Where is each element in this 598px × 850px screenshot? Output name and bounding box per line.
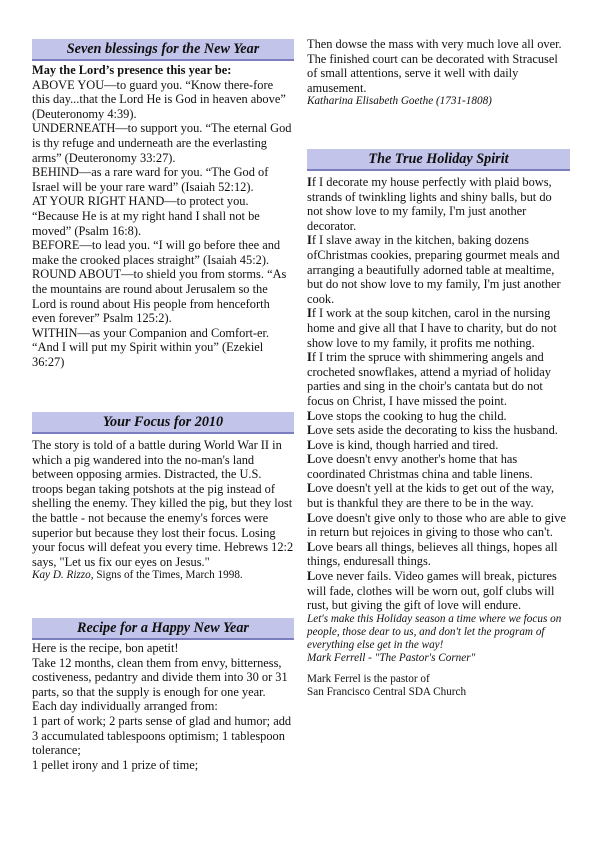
paragraph-text: ove doesn't give only to those who are able to give in return but rejoices in giving to those who can't. (307, 510, 566, 540)
holiday-paragraph (307, 569, 570, 613)
holiday-paragraph (307, 540, 570, 569)
holiday-paragraph (307, 452, 570, 481)
recipe-line: Then dowse the mass with very much love all over. (307, 37, 562, 51)
holiday-paragraph (307, 306, 570, 350)
lead-letter: L (307, 423, 316, 438)
blessings-article (32, 63, 294, 369)
blessing-item: BEHIND—as a rare ward for you. “The God of Israel will be your rare ward” (Isaiah 52:12). (32, 165, 269, 194)
lead-letter: L (307, 481, 316, 496)
paragraph-text: ove doesn't envy another's home that has coordinated Christmas china and table linens. (307, 452, 533, 481)
recipe-heading: Recipe for a Happy New Year (32, 618, 294, 640)
focus-body: The story is told of a battle during World War II in which a pig wandered into the no-man's land between opposing armies. Distracted, the U.S. troops began taking potshots at the pig instead of shelling the enemy. They killed the pig, but they lost the battle - not because the enemy's forces were superior but because they lost their focus. Losing your focus will defeat you every time. Hebrews 12:2 says, "Let us fix our eyes on Jesus." (32, 438, 294, 569)
recipe-line: 1 pellet irony and 1 prize of time; (32, 757, 199, 772)
holiday-paragraph (307, 175, 570, 233)
blessing-item: BEFORE—to lead you. “I will go before thee and make the crooked places straight” (Isaiah 45:2). (32, 238, 281, 267)
paragraph-text: ove stops the cooking to hug the child. (315, 408, 507, 423)
focus-article (32, 438, 294, 582)
focus-attribution-source: Signs of the Times, March 1998. (93, 569, 243, 582)
lead-letter: L (307, 510, 316, 525)
author-note-line1: Mark Ferrel is the pastor of (307, 672, 430, 685)
holiday-closing: Let's make this Holiday season a time where we focus on people, those dear to us, and don't let the program of everything else get in the way! (307, 612, 562, 651)
author-note-line2: San Francisco Central SDA Church (307, 685, 467, 698)
recipe-line: Each day individually arranged from: (32, 699, 218, 714)
lead-letter: I (307, 175, 312, 189)
lead-letter: L (307, 452, 316, 467)
blessing-item: ABOVE YOU—to guard you. “Know there-fore this day...that the Lord He is God in heaven above” (Deuteronomy 4:39). (32, 77, 286, 121)
holiday-paragraph (307, 409, 570, 424)
paragraph-text: ove bears all things, believes all things, hopes all things, enduresall things. (307, 539, 558, 569)
recipe-article (32, 641, 294, 772)
holiday-article (307, 175, 570, 699)
recipe-line: Take 12 months, clean them from envy, bitterness, costiveness, pedantry and divide them into 30 or 31 parts, so that the supply is enough for one year. (32, 655, 288, 699)
holiday-signature: Mark Ferrell - "The Pastor's Corner" (307, 651, 476, 664)
recipe-continued (307, 37, 570, 108)
holiday-paragraph (307, 481, 570, 510)
paragraph-text: f I slave away in the kitchen, baking dozens ofChristmas cookies, preparing gourmet meals and arranging a beautifully adorned table at mealtime, but do not show love to my family, I'm just another cook. (307, 233, 561, 306)
lead-letter: L (307, 569, 316, 584)
holiday-paragraph (307, 438, 570, 453)
lead-letter: L (307, 539, 316, 554)
recipe-line: The finished court can be decorated with Stracusel of small attentions, serve it well with daily amusement. (307, 51, 558, 95)
paragraph-text: f I work at the soup kitchen, carol in the nursing home and give all that I have to charity, but do not show love to my family, it profits me nothing. (307, 306, 557, 350)
lead-letter: I (307, 350, 312, 365)
holiday-heading: The True Holiday Spirit (307, 149, 570, 171)
lead-letter: I (307, 233, 312, 248)
blessings-intro: May the Lord’s presence this year be: (32, 63, 232, 77)
paragraph-text: ove is kind, though harried and tired. (315, 437, 499, 452)
paragraph-text: ove doesn't yell at the kids to get out of the way, but is thankful they are there to be in the way. (307, 481, 555, 511)
holiday-paragraph (307, 423, 570, 438)
paragraph-text: f I trim the spruce with shimmering angels and crocheted snowflakes, attend a myriad of holiday parties and sing in the choir's cantata but do not focus on Christ, I have missed the point. (307, 350, 551, 408)
focus-attribution-author: Kay D. Rizzo, (32, 569, 94, 582)
paragraph-text: f I decorate my house perfectly with plaid bows, strands of twinkling lights and shiny balls, but do not show love to my family, I'm just another decorator. (307, 175, 552, 233)
lead-letter: L (307, 437, 316, 452)
paragraph-text: ove never fails. Video games will break, pictures will fade, clothes will be worn out, golf clubs will rust, but giving the gift of love will endure. (307, 569, 557, 613)
blessings-heading: Seven blessings for the New Year (32, 39, 294, 61)
recipe-attribution: Katharina Elisabeth Goethe (1731-1808) (307, 95, 492, 108)
blessing-item: UNDERNEATH—to support you. “The eternal God is thy refuge and underneath are the everlasting arms” (Deuteronomy 33:27). (32, 121, 292, 165)
focus-heading: Your Focus for 2010 (32, 412, 294, 434)
holiday-paragraph (307, 350, 570, 408)
lead-letter: L (307, 408, 316, 423)
holiday-paragraph (307, 233, 570, 306)
recipe-line: Here is the recipe, bon apetit! (32, 641, 179, 655)
blessing-item: AT YOUR RIGHT HAND—to protect you. “Because He is at my right hand I shall not be moved” (Psalm 16:8). (32, 194, 260, 238)
blessing-item: WITHIN—as your Companion and Comfort-er. “And I will put my Spirit within you” (Ezekiel 36:27) (32, 325, 270, 369)
focus-attribution (32, 569, 294, 582)
blessing-item: ROUND ABOUT—to shield you from storms. “As the mountains are round about Jerusalem so the Lord is round about His people from henceforth even forever” Psalm 125:2). (32, 267, 287, 326)
lead-letter: I (307, 306, 312, 321)
paragraph-text: ove sets aside the decorating to kiss the husband. (315, 423, 558, 438)
recipe-line: 1 part of work; 2 parts sense of glad and humor; add 3 accumulated tablespoons optimism; 1 tablespoon tolerance; (32, 713, 292, 758)
holiday-paragraph (307, 511, 570, 540)
